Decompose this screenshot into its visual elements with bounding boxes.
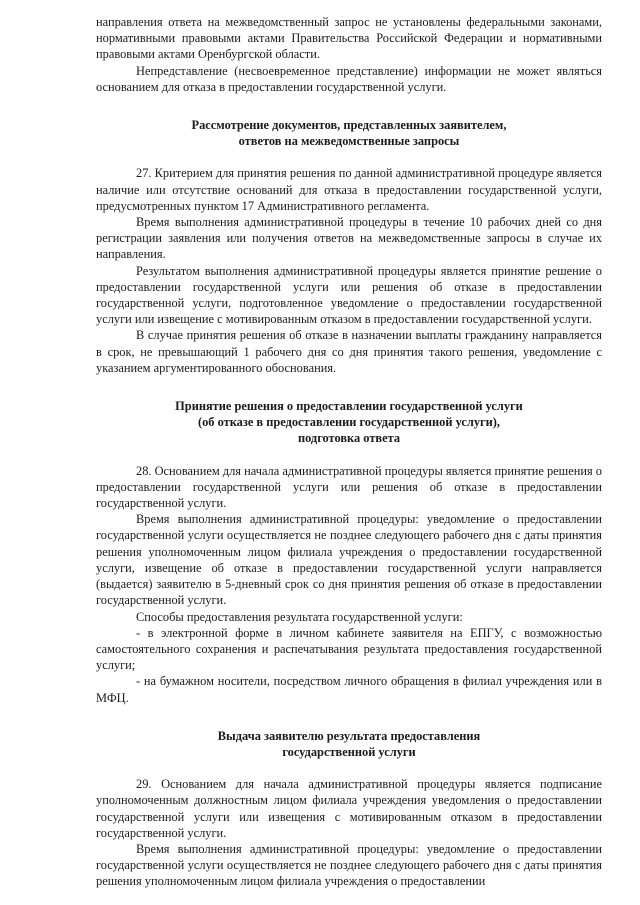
paragraph-29: 29. Основанием для начала административной процедуры является подписание уполномоченным должностным лицом филиала учреждения уведомления о предоставлении государственной услуги или извещения с мотивированным отказом в предоставлении государственной услуги.	[96, 777, 602, 840]
intro-paragraph-2: Непредставление (несвоевременное представление) информации не может являться основанием для отказа в предоставлении государственной услуги.	[96, 63, 602, 94]
list-item-paper: - на бумажном носители, посредством личного обращения в филиал учреждения или в МФЦ.	[96, 674, 602, 705]
heading-line: (об отказе в предоставлении государственной услуги),	[197, 415, 501, 430]
paragraph-result: Результатом выполнения административной процедуры является принятие решение о предоставлении государственной услуги или решения об отказе в предоставлении государственной услуги, подготовленное уведомление о предоставлении государственной услуги или извещение с мотивированным отказом в предоставлении государственной услуги.	[96, 263, 602, 327]
paragraph-decision-time: Время выполнения административной процедуры: уведомление о предоставлении государственной услуги осуществляется не позднее следующего рабочего дня с даты принятия решения уполномоченным лицом филиала учреждения о предоставлении государственной услуги, извещение об отказе в предоставлении государственной услуги направляется (выдается) заявителю в 5-дневный срок со дня принятия решения об отказе в предоставлении государственной услуги.	[96, 512, 602, 608]
heading-line: государственной услуги	[282, 744, 416, 759]
paragraph-refusal: В случае принятия решения об отказе в назначении выплаты гражданину направляется в срок, не превышающий 1 рабочего дня со дня принятия такого решения, уведомление с указанием аргументированного обоснования.	[96, 328, 602, 375]
section-heading-review	[96, 117, 602, 149]
section-heading-issuance	[96, 728, 602, 760]
section-heading-decision	[96, 398, 602, 447]
heading-line: Принятие решения о предоставлении государственной услуги	[175, 399, 523, 414]
heading-line: ответов на межведомственные запросы	[238, 134, 460, 149]
list-item-electronic: - в электронной форме в личном кабинете заявителя на ЕПГУ, с возможностью самостоятельного сохранения и распечатывания результата предоставления государственной услуги;	[96, 625, 602, 673]
paragraph-methods: Способы предоставления результата государственной услуги:	[136, 609, 463, 624]
heading-line: Выдача заявителю результата предоставления	[217, 728, 481, 743]
paragraph-issuance-time: Время выполнения административной процедуры: уведомление о предоставлении государственной услуги осуществляется не позднее следующего рабочего дня с даты принятия решения уполномоченным лицом филиала учреждения о предоставлении	[96, 841, 602, 889]
heading-line: Рассмотрение документов, представленных заявителем,	[191, 118, 507, 133]
paragraph-27: 27. Критерием для принятия решения по данной административной процедуре является наличие или отсутствие оснований для отказа в предоставлении государственной услуги, предусмотренных пунктом 17 Административного регламента.	[96, 166, 602, 213]
paragraph-time-limit: Время выполнения административной процедуры в течение 10 рабочих дней со дня регистрации заявления или получения ответов на межведомственные запросы в случае их направления.	[96, 215, 602, 262]
intro-paragraph-1: направления ответа на межведомственный запрос не установлены федеральными законами, нормативными правовыми актами Правительства Российской Федерации и нормативными правовыми актами Оренбургской области.	[96, 15, 602, 62]
paragraph-28: 28. Основанием для начала административной процедуры является принятие решения о предоставлении государственной услуги или решения об отказе в предоставлении государственной услуги.	[96, 463, 602, 511]
heading-line: подготовка ответа	[297, 431, 401, 446]
